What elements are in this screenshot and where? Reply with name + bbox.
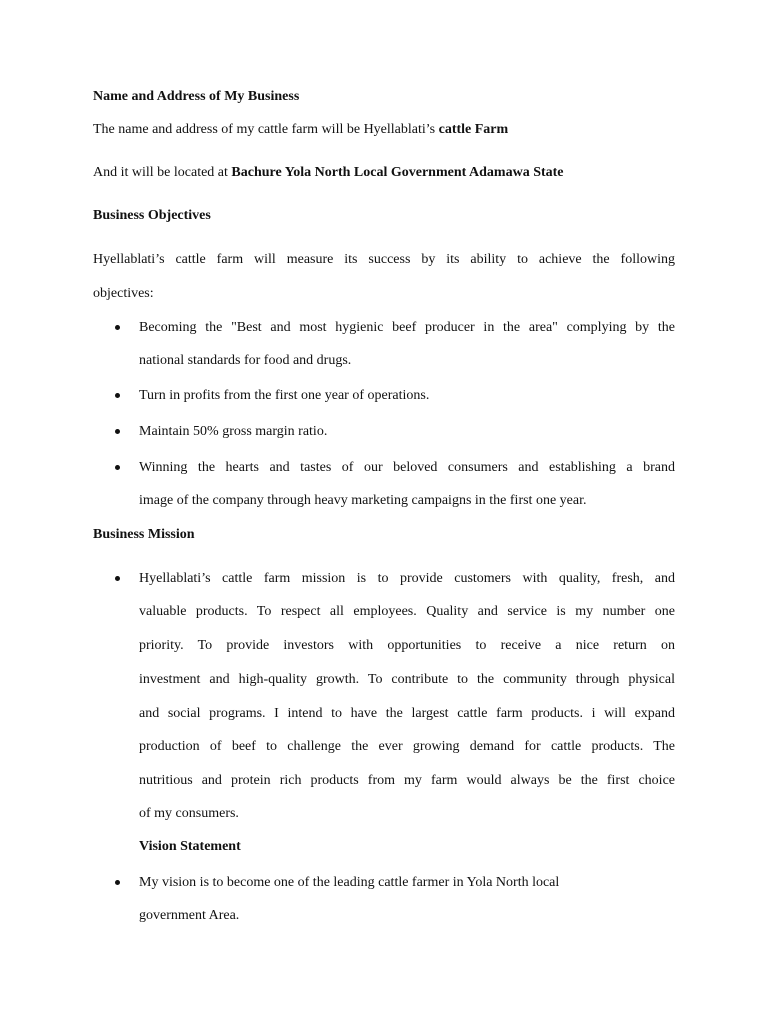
mission-line-5: and social programs. I intend to have the largest cattle farm products. i will expand: [139, 706, 675, 721]
bullet-marker: [113, 424, 123, 440]
objective-4-line-2: image of the company through heavy marketing campaigns in the first one year.: [139, 493, 587, 508]
paragraph-business-name: [93, 122, 508, 138]
heading-name-and-address: Name and Address of My Business: [93, 89, 300, 104]
objective-4-line-1: Winning the hearts and tastes of our beloved consumers and establishing a brand: [139, 460, 675, 475]
objective-3-line-1: Maintain 50% gross margin ratio.: [139, 424, 328, 439]
mission-line-4: investment and high-quality growth. To contribute to the community through physical: [139, 672, 675, 687]
mission-line-1: Hyellablati’s cattle farm mission is to provide customers with quality, fresh, and: [139, 571, 675, 586]
vision-line-1: My vision is to become one of the leading cattle farmer in Yola North local: [139, 875, 560, 890]
heading-business-mission: Business Mission: [93, 527, 195, 542]
objective-2-line-1: Turn in profits from the first one year of operations.: [139, 388, 430, 403]
mission-line-6: production of beef to challenge the ever growing demand for cattle products. The: [139, 739, 675, 754]
business-location-text: And it will be located at: [93, 165, 232, 180]
paragraph-business-location: [93, 165, 564, 181]
mission-line-3: priority. To provide investors with opportunities to receive a nice return on: [139, 638, 675, 653]
objective-1-line-2: national standards for food and drugs.: [139, 353, 352, 368]
bullet-marker: [113, 388, 123, 404]
business-name-text: The name and address of my cattle farm will be Hyellablati’s: [93, 122, 439, 137]
bullet-marker: [113, 875, 123, 891]
bullet-marker: [113, 571, 123, 587]
objectives-intro-line-2: objectives:: [93, 286, 154, 301]
heading-vision-statement: Vision Statement: [139, 839, 241, 854]
bullet-marker: [113, 320, 123, 336]
business-name-bold: cattle Farm: [438, 122, 509, 137]
objective-1-line-1: Becoming the "Best and most hygienic beef producer in the area" complying by the: [139, 320, 675, 335]
business-location-bold: Bachure Yola North Local Government Adamawa State: [231, 165, 564, 180]
mission-line-2: valuable products. To respect all employees. Quality and service is my number one: [139, 604, 675, 619]
vision-line-2: government Area.: [139, 908, 240, 923]
bullet-marker: [113, 460, 123, 476]
mission-line-8: of my consumers.: [139, 806, 239, 821]
heading-business-objectives: Business Objectives: [93, 208, 211, 223]
mission-line-7: nutritious and protein rich products from my farm would always be the first choice: [139, 773, 675, 788]
objectives-intro-line-1: Hyellablati’s cattle farm will measure its success by its ability to achieve the following: [93, 252, 675, 267]
